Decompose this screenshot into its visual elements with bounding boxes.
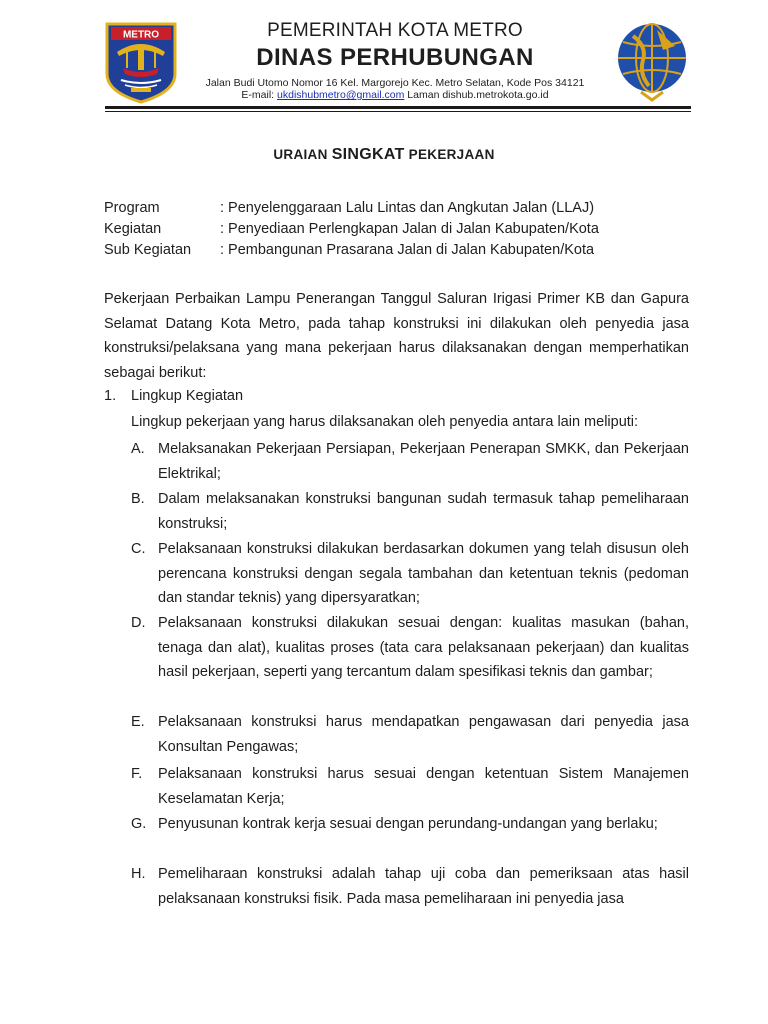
list-item-letter: E. bbox=[131, 714, 145, 730]
section-title: Lingkup Kegiatan bbox=[131, 388, 244, 404]
list-item-text: Dalam melaksanakan konstruksi bangunan sudah termasuk tahap pemeliharaan konstruksi; bbox=[158, 491, 689, 532]
list-item-letter: F. bbox=[131, 766, 143, 782]
website-text: Laman dishub.metrokota.go.id bbox=[404, 89, 549, 101]
email-link[interactable]: ukdishubmetro@gmail.com bbox=[277, 89, 405, 101]
letterhead-address: Jalan Budi Utomo Nomor 16 Kel. Margorejo Kec. Metro Selatan, Kode Pos 34121 bbox=[205, 77, 585, 89]
list-item-letter: C. bbox=[131, 541, 146, 557]
sub-kegiatan-row bbox=[104, 240, 704, 261]
letterhead-contact bbox=[180, 89, 610, 101]
letterhead-agency-name: DINAS PERHUBUNGAN bbox=[256, 44, 534, 71]
list-item-text: Pelaksanaan konstruksi harus sesuai dengan ketentuan Sistem Manajemen Keselamatan Kerja; bbox=[158, 766, 689, 807]
list-item-letter: G. bbox=[131, 816, 147, 832]
list-item-text: Pemeliharaan konstruksi adalah tahap uji coba dan pemeriksaan atas hasil pelaksanaan konstruksi fisik. Pada masa pemeliharaan ini penyedia jasa bbox=[158, 866, 689, 907]
list-item-letter: B. bbox=[131, 491, 145, 507]
meta-label: Program bbox=[104, 200, 160, 216]
list-item-text: Pelaksanaan konstruksi dilakukan berdasarkan dokumen yang telah disusun oleh perencana konstruksi dengan segala tambahan dan ketentuan teknis (pedoman dan standar teknis) yang dipersyaratkan; bbox=[158, 541, 689, 606]
document-title: URAIAN SINGKAT PEKERJAAN bbox=[273, 146, 495, 163]
program-info bbox=[104, 198, 704, 261]
letterhead-government-name: PEMERINTAH KOTA METRO bbox=[267, 20, 523, 41]
letterhead-rule-thick bbox=[105, 106, 691, 109]
meta-label: Kegiatan bbox=[104, 221, 162, 237]
intro-paragraph: Pekerjaan Perbaikan Lampu Penerangan Tanggul Saluran Irigasi Primer KB dan Gapura Selamat Datang Kota Metro, pada tahap konstruksi ini dilakukan oleh penyedia jasa konstruksi/pelaksana yang mana pekerjaan harus dilaksanakan dengan memperhatikan sebagai berikut: bbox=[104, 291, 689, 382]
kegiatan-row bbox=[104, 219, 704, 240]
meta-value: : Penyediaan Perlengkapan Jalan di Jalan Kabupaten/Kota bbox=[220, 221, 599, 237]
kota-metro-emblem-icon bbox=[105, 22, 177, 104]
list-item-text: Melaksanakan Pekerjaan Persiapan, Pekerjaan Penerapan SMKK, dan Pekerjaan Elektrikal; bbox=[158, 441, 689, 482]
list-item-letter: A. bbox=[131, 441, 145, 457]
section-number: 1. bbox=[104, 388, 117, 404]
list-item-text: Pelaksanaan konstruksi harus mendapatkan pengawasan dari penyedia jasa Konsultan Pengawas; bbox=[158, 714, 689, 755]
emblem-label: METRO bbox=[122, 29, 160, 41]
program-row bbox=[104, 198, 704, 219]
dishub-globe-emblem-icon bbox=[613, 20, 691, 102]
letterhead-rule-thin bbox=[105, 111, 691, 112]
list-item-text: Pelaksanaan konstruksi dilakukan sesuai dengan: kualitas masukan (bahan, tenaga dan alat), kualitas proses (tata cara pelaksanaan pekerjaan) dan kualitas hasil pekerjaan, seperti yang tercantum dalam spesifikasi teknis dan gambar; bbox=[158, 615, 689, 680]
meta-value: : Penyelenggaraan Lalu Lintas dan Angkutan Jalan (LLAJ) bbox=[220, 200, 595, 216]
section-lead: Lingkup pekerjaan yang harus dilaksanakan oleh penyedia antara lain meliputi: bbox=[131, 414, 639, 430]
meta-label: Sub Kegiatan bbox=[104, 242, 192, 258]
list-item-letter: D. bbox=[131, 615, 146, 631]
list-item-letter: H. bbox=[131, 866, 146, 882]
list-item-text: Penyusunan kontrak kerja sesuai dengan perundang-undangan yang berlaku; bbox=[158, 816, 658, 832]
email-label: E-mail: bbox=[241, 89, 278, 101]
meta-value: : Pembangunan Prasarana Jalan di Jalan Kabupaten/Kota bbox=[220, 242, 595, 258]
